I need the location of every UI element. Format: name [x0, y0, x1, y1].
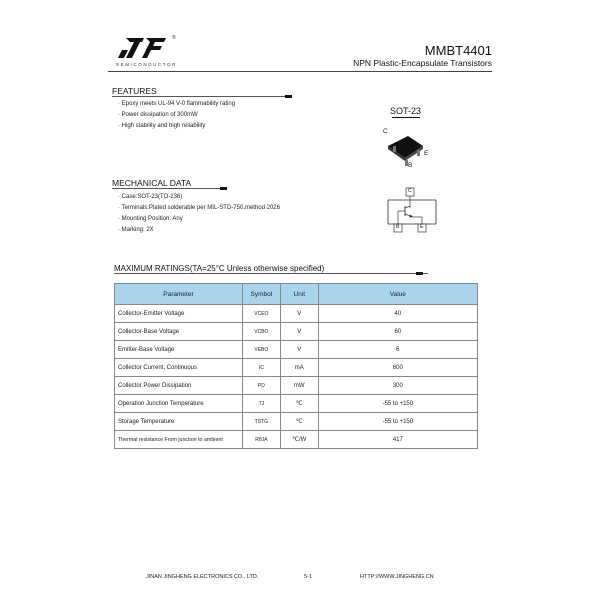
cell-symbol: TSTG: [242, 413, 280, 431]
list-item: · Marking: 2X: [118, 227, 154, 233]
cell-value: 417: [318, 431, 477, 449]
list-item: · High stability and high reliability: [118, 123, 206, 129]
cell-unit: V: [280, 323, 318, 341]
cell-unit: V: [280, 305, 318, 323]
transistor-schematic: [383, 186, 443, 236]
footer-website: HTTP://WWW.JINGHENG.CN: [360, 574, 434, 580]
header-divider: [108, 71, 492, 72]
cell-symbol: IC: [242, 359, 280, 377]
table-row: [115, 359, 478, 377]
cell-value: 40: [318, 305, 477, 323]
column-header-parameter: Parameter: [115, 284, 243, 305]
list-item: · Terminals:Plated solderable per MIL-STD-750,method 2026: [118, 205, 280, 211]
list-item: · Case:SOT-23(TO-236): [118, 194, 183, 200]
company-logo: [118, 36, 178, 60]
schematic-pin-b: B: [396, 224, 400, 230]
column-header-value: Value: [318, 284, 477, 305]
cell-parameter: Collector-Base Voltage: [115, 323, 243, 341]
cell-symbol: VCEO: [242, 305, 280, 323]
cell-unit: ℃: [280, 395, 318, 413]
table-header-row: [115, 284, 478, 305]
cell-value: -55 to +150: [318, 395, 477, 413]
cell-symbol: VCBO: [242, 323, 280, 341]
cell-unit: ℃: [280, 413, 318, 431]
table-row: [115, 341, 478, 359]
features-list: [118, 99, 235, 132]
footer-company: JINAN JINGHENG ELECTRONICS CO., LTD.: [146, 574, 259, 580]
package-name-underline: [392, 117, 420, 118]
cell-unit: V: [280, 341, 318, 359]
table-row: [115, 395, 478, 413]
cell-symbol: TJ: [242, 395, 280, 413]
cell-parameter: Collector Current, Continuous: [115, 359, 243, 377]
mechanical-title: MECHANICAL DATA: [112, 178, 192, 188]
cell-parameter: Thermal resistance From junction to ambient: [115, 431, 243, 449]
cell-symbol: VEBO: [242, 341, 280, 359]
mechanical-underline: [112, 188, 222, 189]
mechanical-underline-tick: [220, 187, 227, 190]
column-header-symbol: Symbol: [242, 284, 280, 305]
package-name: SOT-23: [390, 106, 422, 116]
pin-label-c: C: [383, 128, 388, 135]
features-underline: [112, 96, 287, 97]
cell-symbol: PD: [242, 377, 280, 395]
cell-parameter: Collector Power Dissipation: [115, 377, 243, 395]
cell-value: 300: [318, 377, 477, 395]
registered-mark: ®: [172, 35, 176, 41]
pin-label-b: B: [408, 162, 413, 169]
column-header-unit: Unit: [280, 284, 318, 305]
cell-unit: mA: [280, 359, 318, 377]
max-ratings-title: MAXIMUM RATINGS(TA=25°C Unless otherwise specified): [114, 264, 325, 273]
schematic-pin-c: C: [408, 188, 412, 194]
document-subtitle: NPN Plastic-Encapsulate Transistors: [353, 58, 492, 68]
cell-value: 600: [318, 359, 477, 377]
cell-value: -55 to +150: [318, 413, 477, 431]
company-subtitle: SEMICONDUCTOR: [116, 62, 177, 67]
features-title: FEATURES: [112, 86, 157, 96]
list-item: · Power dissipation of 300mW: [118, 112, 198, 118]
cell-parameter: Emitter-Base Voltage: [115, 341, 243, 359]
cell-parameter: Collector-Emitter Voltage: [115, 305, 243, 323]
table-row: [115, 377, 478, 395]
list-item: · Epoxy meets UL-94 V-0 flammability rating: [118, 101, 236, 107]
cell-value: 60: [318, 323, 477, 341]
cell-value: 6: [318, 341, 477, 359]
max-ratings-underline-tick: [416, 272, 423, 275]
part-number: MMBT4401: [424, 43, 492, 58]
cell-unit: mW: [280, 377, 318, 395]
table-row: [115, 305, 478, 323]
table-row: [115, 323, 478, 341]
max-ratings-underline: [114, 273, 428, 274]
list-item: · Mounting Position: Any: [118, 216, 183, 222]
cell-symbol: RθJA: [242, 431, 280, 449]
features-underline-tick: [285, 95, 292, 98]
mechanical-list: [118, 192, 280, 236]
pin-label-e: E: [424, 150, 429, 157]
cell-parameter: Operation Junction Temperature: [115, 395, 243, 413]
footer-page-number: 5-1: [304, 574, 312, 580]
schematic-pin-e: E: [420, 224, 424, 230]
table-row: [115, 413, 478, 431]
table-row: [115, 431, 478, 449]
cell-parameter: Storage Temperature: [115, 413, 243, 431]
cell-unit: ℃/W: [280, 431, 318, 449]
max-ratings-table: [114, 283, 478, 449]
